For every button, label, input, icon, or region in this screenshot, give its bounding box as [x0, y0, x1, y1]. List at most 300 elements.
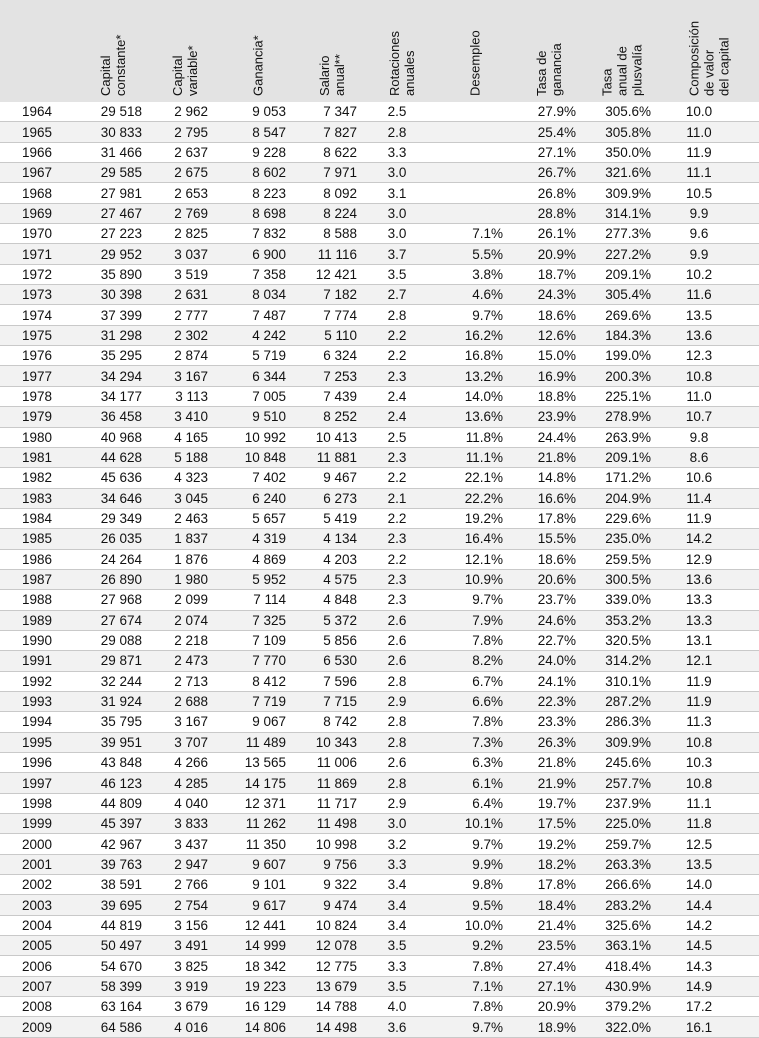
- cell-ganancia: 11 350: [220, 834, 296, 854]
- cell-capital-constante: 29 585: [76, 163, 150, 183]
- table-row: [0, 854, 759, 874]
- cell-salario-anual: 4 203: [296, 549, 367, 569]
- cell-composicion-valor-capital: 10.5: [659, 183, 759, 203]
- table-row: [0, 651, 759, 671]
- cell-desempleo: 7.8%: [437, 712, 513, 732]
- cell-year: 1969: [0, 203, 76, 223]
- cell-capital-constante: 29 871: [76, 651, 150, 671]
- cell-ganancia: 5 719: [220, 346, 296, 366]
- table-row: [0, 224, 759, 244]
- cell-rotaciones-anuales: 3.4: [367, 915, 437, 935]
- cell-capital-variable: 2 766: [150, 875, 220, 895]
- cell-desempleo: [437, 163, 513, 183]
- cell-ganancia: 18 342: [220, 956, 296, 976]
- cell-salario-anual: 9 322: [296, 875, 367, 895]
- table-row: [0, 773, 759, 793]
- cell-capital-variable: 2 769: [150, 203, 220, 223]
- cell-composicion-valor-capital: 11.9: [659, 142, 759, 162]
- table-row: [0, 427, 759, 447]
- cell-year: 1988: [0, 590, 76, 610]
- cell-tasa-de-ganancia: 22.3%: [513, 691, 584, 711]
- cell-composicion-valor-capital: 10.3: [659, 753, 759, 773]
- cell-rotaciones-anuales: 2.8: [367, 305, 437, 325]
- table-row: [0, 753, 759, 773]
- cell-capital-variable: 2 473: [150, 651, 220, 671]
- cell-composicion-valor-capital: 10.0: [659, 102, 759, 122]
- cell-capital-variable: 4 266: [150, 753, 220, 773]
- cell-desempleo: 11.8%: [437, 427, 513, 447]
- cell-ganancia: 7 832: [220, 224, 296, 244]
- cell-tasa-anual-plusvalia: 339.0%: [584, 590, 659, 610]
- cell-rotaciones-anuales: 3.3: [367, 854, 437, 874]
- cell-rotaciones-anuales: 2.8: [367, 773, 437, 793]
- cell-tasa-de-ganancia: 23.5%: [513, 936, 584, 956]
- cell-tasa-anual-plusvalia: 418.4%: [584, 956, 659, 976]
- cell-salario-anual: 11 869: [296, 773, 367, 793]
- cell-capital-variable: 2 302: [150, 325, 220, 345]
- cell-year: 1973: [0, 285, 76, 305]
- cell-composicion-valor-capital: 9.8: [659, 427, 759, 447]
- cell-tasa-de-ganancia: 15.5%: [513, 529, 584, 549]
- cell-ganancia: 4 869: [220, 549, 296, 569]
- cell-salario-anual: 4 848: [296, 590, 367, 610]
- cell-salario-anual: 14 498: [296, 1017, 367, 1037]
- cell-ganancia: 7 109: [220, 630, 296, 650]
- cell-salario-anual: 10 343: [296, 732, 367, 752]
- cell-composicion-valor-capital: 14.5: [659, 936, 759, 956]
- cell-tasa-de-ganancia: 21.4%: [513, 915, 584, 935]
- cell-salario-anual: 7 774: [296, 305, 367, 325]
- cell-tasa-de-ganancia: 18.9%: [513, 1017, 584, 1037]
- cell-tasa-de-ganancia: 22.7%: [513, 630, 584, 650]
- cell-capital-constante: 32 244: [76, 671, 150, 691]
- cell-tasa-de-ganancia: 27.4%: [513, 956, 584, 976]
- cell-desempleo: [437, 142, 513, 162]
- table-row: [0, 590, 759, 610]
- cell-ganancia: 8 412: [220, 671, 296, 691]
- table-row: [0, 122, 759, 142]
- cell-capital-constante: 54 670: [76, 956, 150, 976]
- cell-capital-constante: 43 848: [76, 753, 150, 773]
- cell-composicion-valor-capital: 14.4: [659, 895, 759, 915]
- cell-composicion-valor-capital: 11.6: [659, 285, 759, 305]
- cell-rotaciones-anuales: 2.2: [367, 549, 437, 569]
- cell-tasa-de-ganancia: 16.6%: [513, 488, 584, 508]
- cell-tasa-de-ganancia: 20.9%: [513, 244, 584, 264]
- header-tasa-anual-plusvalia: Tasa anual de plusvalía: [584, 0, 659, 102]
- cell-tasa-de-ganancia: 24.6%: [513, 610, 584, 630]
- table-row: [0, 569, 759, 589]
- table-row: [0, 285, 759, 305]
- cell-tasa-anual-plusvalia: 245.6%: [584, 753, 659, 773]
- cell-tasa-de-ganancia: 21.8%: [513, 447, 584, 467]
- cell-tasa-de-ganancia: 18.7%: [513, 264, 584, 284]
- cell-year: 1980: [0, 427, 76, 447]
- cell-rotaciones-anuales: 3.5: [367, 936, 437, 956]
- cell-capital-variable: 3 167: [150, 712, 220, 732]
- cell-tasa-anual-plusvalia: 259.7%: [584, 834, 659, 854]
- cell-year: 1993: [0, 691, 76, 711]
- cell-desempleo: 10.0%: [437, 915, 513, 935]
- cell-capital-constante: 24 264: [76, 549, 150, 569]
- cell-desempleo: 9.2%: [437, 936, 513, 956]
- cell-salario-anual: 4 134: [296, 529, 367, 549]
- cell-tasa-anual-plusvalia: 379.2%: [584, 997, 659, 1017]
- cell-rotaciones-anuales: 2.2: [367, 468, 437, 488]
- cell-ganancia: 6 344: [220, 366, 296, 386]
- cell-capital-variable: 2 218: [150, 630, 220, 650]
- table-row: [0, 163, 759, 183]
- header-row: [0, 0, 759, 102]
- cell-desempleo: 6.4%: [437, 793, 513, 813]
- cell-year: 2003: [0, 895, 76, 915]
- cell-salario-anual: 14 788: [296, 997, 367, 1017]
- table-row: [0, 875, 759, 895]
- cell-tasa-de-ganancia: 27.1%: [513, 142, 584, 162]
- cell-year: 1967: [0, 163, 76, 183]
- cell-composicion-valor-capital: 13.3: [659, 590, 759, 610]
- cell-tasa-anual-plusvalia: 310.1%: [584, 671, 659, 691]
- table-row: [0, 142, 759, 162]
- cell-year: 1971: [0, 244, 76, 264]
- cell-salario-anual: 7 827: [296, 122, 367, 142]
- cell-composicion-valor-capital: 11.9: [659, 671, 759, 691]
- table-row: [0, 305, 759, 325]
- cell-composicion-valor-capital: 11.0: [659, 122, 759, 142]
- cell-capital-constante: 64 586: [76, 1017, 150, 1037]
- header-year: [0, 0, 76, 102]
- cell-tasa-anual-plusvalia: 300.5%: [584, 569, 659, 589]
- cell-tasa-de-ganancia: 25.4%: [513, 122, 584, 142]
- cell-capital-variable: 2 631: [150, 285, 220, 305]
- cell-tasa-de-ganancia: 14.8%: [513, 468, 584, 488]
- cell-ganancia: 6 240: [220, 488, 296, 508]
- cell-capital-constante: 27 223: [76, 224, 150, 244]
- cell-desempleo: 12.1%: [437, 549, 513, 569]
- cell-desempleo: 5.5%: [437, 244, 513, 264]
- cell-desempleo: [437, 183, 513, 203]
- cell-ganancia: 9 510: [220, 407, 296, 427]
- table-row: [0, 956, 759, 976]
- cell-capital-variable: 3 833: [150, 814, 220, 834]
- cell-rotaciones-anuales: 2.8: [367, 732, 437, 752]
- cell-tasa-de-ganancia: 26.3%: [513, 732, 584, 752]
- cell-capital-variable: 2 825: [150, 224, 220, 244]
- cell-tasa-anual-plusvalia: 314.2%: [584, 651, 659, 671]
- cell-capital-variable: 2 688: [150, 691, 220, 711]
- cell-composicion-valor-capital: 14.2: [659, 529, 759, 549]
- cell-tasa-anual-plusvalia: 305.8%: [584, 122, 659, 142]
- cell-rotaciones-anuales: 2.4: [367, 407, 437, 427]
- table-row: [0, 386, 759, 406]
- cell-capital-variable: 2 099: [150, 590, 220, 610]
- cell-desempleo: 13.6%: [437, 407, 513, 427]
- cell-capital-constante: 45 397: [76, 814, 150, 834]
- cell-year: 2009: [0, 1017, 76, 1037]
- table-header: [0, 0, 759, 102]
- cell-salario-anual: 5 372: [296, 610, 367, 630]
- cell-tasa-anual-plusvalia: 277.3%: [584, 224, 659, 244]
- cell-desempleo: [437, 122, 513, 142]
- cell-capital-variable: 2 795: [150, 122, 220, 142]
- cell-capital-constante: 36 458: [76, 407, 150, 427]
- cell-tasa-anual-plusvalia: 263.3%: [584, 854, 659, 874]
- cell-composicion-valor-capital: 13.5: [659, 305, 759, 325]
- cell-composicion-valor-capital: 13.5: [659, 854, 759, 874]
- cell-salario-anual: 11 116: [296, 244, 367, 264]
- cell-tasa-anual-plusvalia: 171.2%: [584, 468, 659, 488]
- cell-year: 1965: [0, 122, 76, 142]
- table-row: [0, 488, 759, 508]
- cell-tasa-anual-plusvalia: 314.1%: [584, 203, 659, 223]
- cell-tasa-de-ganancia: 15.0%: [513, 346, 584, 366]
- cell-tasa-de-ganancia: 21.8%: [513, 753, 584, 773]
- table-row: [0, 997, 759, 1017]
- cell-composicion-valor-capital: 9.9: [659, 244, 759, 264]
- cell-tasa-de-ganancia: 24.1%: [513, 671, 584, 691]
- cell-year: 1991: [0, 651, 76, 671]
- cell-composicion-valor-capital: 14.9: [659, 976, 759, 996]
- header-salario-anual: Salario anual**: [296, 0, 367, 102]
- cell-capital-constante: 27 674: [76, 610, 150, 630]
- cell-capital-constante: 50 497: [76, 936, 150, 956]
- cell-capital-variable: 2 675: [150, 163, 220, 183]
- cell-capital-variable: 3 679: [150, 997, 220, 1017]
- table-row: [0, 325, 759, 345]
- cell-capital-constante: 34 294: [76, 366, 150, 386]
- cell-capital-constante: 58 399: [76, 976, 150, 996]
- cell-tasa-anual-plusvalia: 204.9%: [584, 488, 659, 508]
- cell-tasa-anual-plusvalia: 350.0%: [584, 142, 659, 162]
- cell-composicion-valor-capital: 11.9: [659, 691, 759, 711]
- cell-rotaciones-anuales: 3.1: [367, 183, 437, 203]
- table-row: [0, 691, 759, 711]
- cell-tasa-anual-plusvalia: 184.3%: [584, 325, 659, 345]
- cell-tasa-de-ganancia: 26.8%: [513, 183, 584, 203]
- cell-year: 1982: [0, 468, 76, 488]
- cell-tasa-anual-plusvalia: 353.2%: [584, 610, 659, 630]
- cell-tasa-anual-plusvalia: 257.7%: [584, 773, 659, 793]
- cell-desempleo: 9.7%: [437, 834, 513, 854]
- header-composicion-valor-capital: Composición de valor del capital: [659, 0, 759, 102]
- cell-rotaciones-anuales: 3.2: [367, 834, 437, 854]
- cell-rotaciones-anuales: 2.2: [367, 508, 437, 528]
- cell-ganancia: 9 101: [220, 875, 296, 895]
- cell-ganancia: 12 441: [220, 915, 296, 935]
- cell-salario-anual: 8 622: [296, 142, 367, 162]
- cell-ganancia: 14 175: [220, 773, 296, 793]
- cell-tasa-de-ganancia: 26.7%: [513, 163, 584, 183]
- table-row: [0, 346, 759, 366]
- cell-rotaciones-anuales: 3.4: [367, 875, 437, 895]
- cell-ganancia: 8 698: [220, 203, 296, 223]
- cell-capital-variable: 4 165: [150, 427, 220, 447]
- cell-capital-constante: 34 646: [76, 488, 150, 508]
- cell-capital-variable: 2 947: [150, 854, 220, 874]
- cell-tasa-anual-plusvalia: 322.0%: [584, 1017, 659, 1037]
- cell-composicion-valor-capital: 11.8: [659, 814, 759, 834]
- cell-composicion-valor-capital: 11.3: [659, 712, 759, 732]
- cell-tasa-de-ganancia: 17.5%: [513, 814, 584, 834]
- cell-tasa-anual-plusvalia: 283.2%: [584, 895, 659, 915]
- cell-tasa-anual-plusvalia: 305.4%: [584, 285, 659, 305]
- cell-rotaciones-anuales: 3.0: [367, 224, 437, 244]
- table-row: [0, 915, 759, 935]
- cell-capital-constante: 39 695: [76, 895, 150, 915]
- cell-capital-variable: 1 980: [150, 569, 220, 589]
- cell-desempleo: 3.8%: [437, 264, 513, 284]
- cell-salario-anual: 12 775: [296, 956, 367, 976]
- cell-rotaciones-anuales: 3.3: [367, 142, 437, 162]
- cell-desempleo: 16.4%: [437, 529, 513, 549]
- cell-ganancia: 10 992: [220, 427, 296, 447]
- cell-tasa-de-ganancia: 18.6%: [513, 305, 584, 325]
- cell-rotaciones-anuales: 2.8: [367, 122, 437, 142]
- cell-tasa-de-ganancia: 19.2%: [513, 834, 584, 854]
- cell-salario-anual: 6 530: [296, 651, 367, 671]
- cell-composicion-valor-capital: 10.8: [659, 773, 759, 793]
- cell-rotaciones-anuales: 2.6: [367, 753, 437, 773]
- header-tasa-de-ganancia: Tasa de ganancia: [513, 0, 584, 102]
- cell-ganancia: 7 005: [220, 386, 296, 406]
- cell-desempleo: [437, 102, 513, 122]
- cell-capital-constante: 44 819: [76, 915, 150, 935]
- cell-composicion-valor-capital: 11.9: [659, 508, 759, 528]
- table-row: [0, 508, 759, 528]
- cell-year: 2001: [0, 854, 76, 874]
- cell-composicion-valor-capital: 11.4: [659, 488, 759, 508]
- cell-rotaciones-anuales: 2.6: [367, 630, 437, 650]
- cell-capital-constante: 29 088: [76, 630, 150, 650]
- cell-ganancia: 9 067: [220, 712, 296, 732]
- cell-capital-constante: 39 763: [76, 854, 150, 874]
- cell-desempleo: 6.1%: [437, 773, 513, 793]
- cell-tasa-de-ganancia: 24.0%: [513, 651, 584, 671]
- cell-tasa-anual-plusvalia: 259.5%: [584, 549, 659, 569]
- cell-year: 1984: [0, 508, 76, 528]
- table-row: [0, 203, 759, 223]
- cell-year: 2006: [0, 956, 76, 976]
- cell-rotaciones-anuales: 3.0: [367, 163, 437, 183]
- cell-capital-variable: 2 463: [150, 508, 220, 528]
- cell-desempleo: 14.0%: [437, 386, 513, 406]
- cell-capital-variable: 3 167: [150, 366, 220, 386]
- cell-desempleo: 7.1%: [437, 976, 513, 996]
- cell-salario-anual: 5 419: [296, 508, 367, 528]
- cell-tasa-anual-plusvalia: 278.9%: [584, 407, 659, 427]
- cell-capital-constante: 35 890: [76, 264, 150, 284]
- header-capital-constante: Capital constante*: [76, 0, 150, 102]
- cell-tasa-anual-plusvalia: 237.9%: [584, 793, 659, 813]
- cell-desempleo: [437, 203, 513, 223]
- cell-rotaciones-anuales: 2.2: [367, 346, 437, 366]
- cell-capital-constante: 30 398: [76, 285, 150, 305]
- cell-desempleo: 16.8%: [437, 346, 513, 366]
- cell-capital-constante: 26 890: [76, 569, 150, 589]
- cell-capital-constante: 31 298: [76, 325, 150, 345]
- cell-capital-constante: 35 295: [76, 346, 150, 366]
- cell-year: 1976: [0, 346, 76, 366]
- cell-composicion-valor-capital: 12.3: [659, 346, 759, 366]
- cell-rotaciones-anuales: 2.3: [367, 529, 437, 549]
- cell-ganancia: 7 770: [220, 651, 296, 671]
- cell-desempleo: 7.8%: [437, 630, 513, 650]
- cell-tasa-de-ganancia: 17.8%: [513, 875, 584, 895]
- cell-salario-anual: 7 596: [296, 671, 367, 691]
- cell-salario-anual: 8 092: [296, 183, 367, 203]
- cell-ganancia: 8 034: [220, 285, 296, 305]
- cell-composicion-valor-capital: 12.1: [659, 651, 759, 671]
- cell-tasa-anual-plusvalia: 209.1%: [584, 447, 659, 467]
- cell-year: 1981: [0, 447, 76, 467]
- cell-composicion-valor-capital: 9.6: [659, 224, 759, 244]
- cell-desempleo: 9.7%: [437, 590, 513, 610]
- cell-capital-variable: 3 437: [150, 834, 220, 854]
- cell-capital-variable: 3 156: [150, 915, 220, 935]
- cell-capital-constante: 39 951: [76, 732, 150, 752]
- cell-capital-variable: 3 045: [150, 488, 220, 508]
- cell-rotaciones-anuales: 2.1: [367, 488, 437, 508]
- cell-capital-constante: 27 467: [76, 203, 150, 223]
- cell-tasa-de-ganancia: 12.6%: [513, 325, 584, 345]
- cell-rotaciones-anuales: 2.3: [367, 569, 437, 589]
- cell-capital-constante: 35 795: [76, 712, 150, 732]
- cell-rotaciones-anuales: 2.8: [367, 712, 437, 732]
- cell-rotaciones-anuales: 3.7: [367, 244, 437, 264]
- cell-composicion-valor-capital: 10.7: [659, 407, 759, 427]
- cell-composicion-valor-capital: 11.0: [659, 386, 759, 406]
- cell-ganancia: 5 952: [220, 569, 296, 589]
- cell-year: 1979: [0, 407, 76, 427]
- cell-ganancia: 11 489: [220, 732, 296, 752]
- table-row: [0, 264, 759, 284]
- table-row: [0, 834, 759, 854]
- cell-ganancia: 4 319: [220, 529, 296, 549]
- cell-desempleo: 9.9%: [437, 854, 513, 874]
- cell-desempleo: 9.7%: [437, 305, 513, 325]
- cell-composicion-valor-capital: 14.2: [659, 915, 759, 935]
- table-row: [0, 366, 759, 386]
- cell-desempleo: 7.8%: [437, 956, 513, 976]
- cell-desempleo: 9.5%: [437, 895, 513, 915]
- cell-rotaciones-anuales: 3.0: [367, 203, 437, 223]
- table-row: [0, 529, 759, 549]
- cell-capital-constante: 31 466: [76, 142, 150, 162]
- table-row: [0, 610, 759, 630]
- cell-capital-constante: 27 968: [76, 590, 150, 610]
- cell-rotaciones-anuales: 2.3: [367, 447, 437, 467]
- cell-salario-anual: 5 110: [296, 325, 367, 345]
- cell-composicion-valor-capital: 12.9: [659, 549, 759, 569]
- cell-tasa-de-ganancia: 18.2%: [513, 854, 584, 874]
- cell-composicion-valor-capital: 8.6: [659, 447, 759, 467]
- cell-desempleo: 4.6%: [437, 285, 513, 305]
- cell-salario-anual: 10 998: [296, 834, 367, 854]
- cell-rotaciones-anuales: 2.2: [367, 325, 437, 345]
- cell-capital-constante: 27 981: [76, 183, 150, 203]
- header-capital-variable: Capital variable*: [150, 0, 220, 102]
- cell-rotaciones-anuales: 2.6: [367, 651, 437, 671]
- cell-capital-variable: 2 754: [150, 895, 220, 915]
- cell-tasa-anual-plusvalia: 430.9%: [584, 976, 659, 996]
- cell-composicion-valor-capital: 13.3: [659, 610, 759, 630]
- cell-tasa-anual-plusvalia: 309.9%: [584, 183, 659, 203]
- cell-year: 1989: [0, 610, 76, 630]
- cell-capital-constante: 37 399: [76, 305, 150, 325]
- cell-ganancia: 7 402: [220, 468, 296, 488]
- cell-salario-anual: 7 253: [296, 366, 367, 386]
- cell-tasa-anual-plusvalia: 286.3%: [584, 712, 659, 732]
